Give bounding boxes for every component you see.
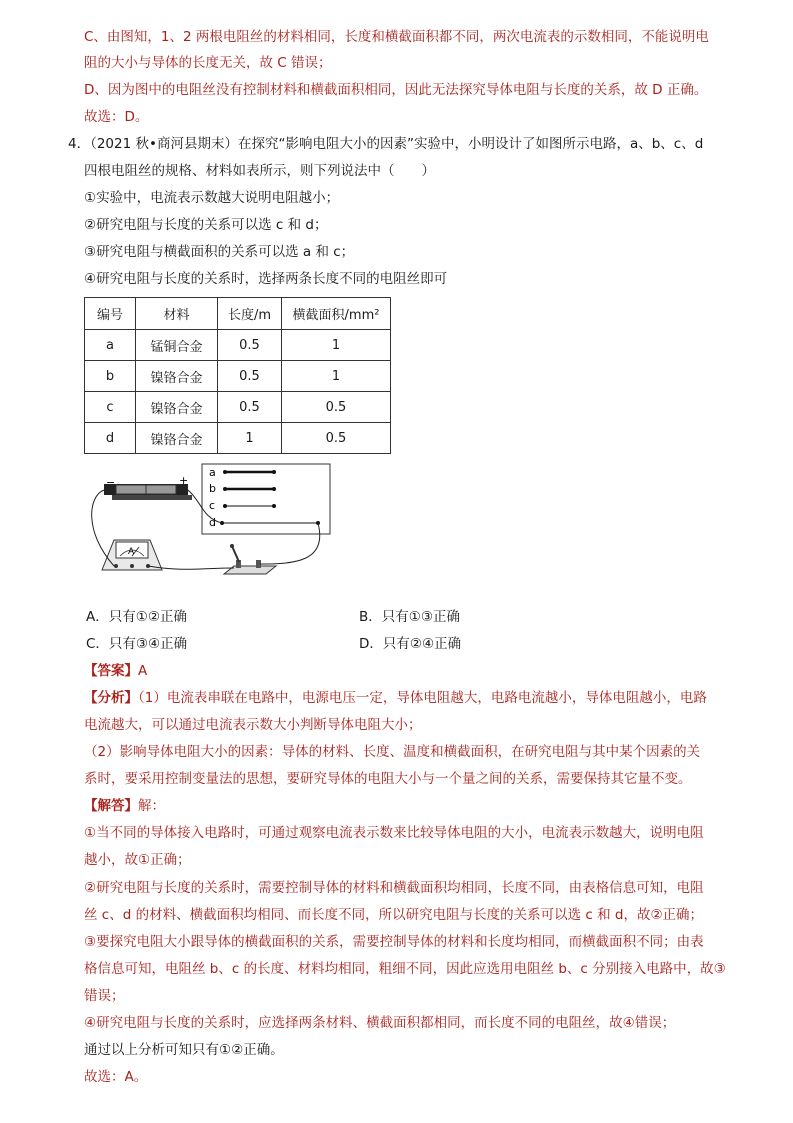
table-cell: 锰铜合金 bbox=[136, 330, 218, 361]
solution-line: ④研究电阻与长度的关系时，应选择两条材料、横截面积都相同，而长度不同的电阻丝，故④错误； bbox=[84, 1015, 676, 1031]
analysis-text: （1）电流表串联在电路中，电源电压一定，导体电阻越大，电路电流越小，导体电阻越小，电路 bbox=[138, 690, 707, 706]
question-number: 4． bbox=[68, 136, 91, 152]
prev-choice: 故选：D。 bbox=[84, 109, 149, 125]
solution-line: ①当不同的导体接入电路时，可通过观察电流表示数来比较导体电阻的大小，电流表示数越大，说明电阻 bbox=[84, 825, 704, 841]
table-row bbox=[85, 423, 391, 454]
answer-value: A bbox=[138, 663, 148, 679]
table-header-cell: 长度/m bbox=[218, 298, 282, 330]
table-cell: 0.5 bbox=[218, 392, 282, 423]
solution-line: 丝 c、d 的材料、横截面积均相同、而长度不同，所以研究电阻与长度的关系可以选 c 和 d，故②正确； bbox=[84, 907, 704, 923]
solution-header bbox=[84, 796, 165, 816]
solution-line: 越小，故①正确； bbox=[84, 852, 191, 868]
switch-icon bbox=[224, 544, 276, 574]
table-cell: 0.5 bbox=[218, 361, 282, 392]
solution-choice: 故选：A。 bbox=[84, 1069, 148, 1085]
analysis-line4: 系时，要采用控制变量法的思想，要研究导体的电阻大小与一个量之间的关系，需要保持其它量不变。 bbox=[84, 771, 692, 787]
question-stem-text: （2021 秋•商河县期末）在探究“影响电阻大小的因素”实验中，小明设计了如图所示电路，a、b、c、d bbox=[90, 136, 704, 152]
table-cell: a bbox=[85, 330, 136, 361]
table-cell: 镍铬合金 bbox=[136, 361, 218, 392]
table-cell: c bbox=[85, 392, 136, 423]
table-cell: 镍铬合金 bbox=[136, 423, 218, 454]
statement-4: ④研究电阻与长度的关系时，选择两条长度不同的电阻丝即可 bbox=[84, 271, 448, 287]
table-cell: d bbox=[85, 423, 136, 454]
wire-label-d: d bbox=[209, 516, 216, 529]
table-cell: 0.5 bbox=[282, 392, 391, 423]
ammeter-label: A bbox=[128, 547, 135, 557]
wire-label-b: b bbox=[209, 482, 216, 495]
solution-line: 格信息可知，电阻丝 b、c 的长度、材料均相同，粗细不同，因此应选用电阻丝 b、c 分别接入电路中，故③ bbox=[84, 961, 726, 977]
question-stem-line2: 四根电阻丝的规格、材料如表所示，则下列说法中（ ） bbox=[84, 163, 435, 179]
option-a: A．只有①②正确 bbox=[86, 609, 187, 625]
prev-option-c-line1: C、由图知，1、2 两根电阻丝的材料相同，长度和横截面积都不同，两次电流表的示数相同，不能说明电 bbox=[84, 29, 709, 45]
table-header-row bbox=[85, 298, 391, 330]
table-cell: 镍铬合金 bbox=[136, 392, 218, 423]
solution-intro: 解： bbox=[138, 798, 165, 814]
question-stem-line1 bbox=[68, 134, 703, 154]
option-c: C．只有③④正确 bbox=[86, 636, 188, 652]
battery-plus-label: + bbox=[179, 474, 189, 487]
answer-label: 【答案】 bbox=[84, 663, 138, 679]
table-header-cell: 横截面积/mm² bbox=[282, 298, 391, 330]
analysis-line2: 电流越大，可以通过电流表示数大小判断导体电阻大小； bbox=[84, 717, 422, 733]
table-cell: b bbox=[85, 361, 136, 392]
prev-option-c-line2: 阻的大小与导体的长度无关，故 C 错误； bbox=[84, 55, 332, 71]
table-row bbox=[85, 330, 391, 361]
table-cell: 0.5 bbox=[218, 330, 282, 361]
solution-conclusion: 通过以上分析可知只有①②正确。 bbox=[84, 1042, 284, 1058]
answer-line bbox=[84, 661, 147, 681]
solution-line: 错误； bbox=[84, 988, 125, 1004]
statement-2: ②研究电阻与长度的关系可以选 c 和 d； bbox=[84, 217, 328, 233]
analysis-line1 bbox=[84, 688, 707, 708]
table-header-cell: 编号 bbox=[85, 298, 136, 330]
solution-line: ③要探究电阻大小跟导体的横截面积的关系，需要控制导体的材料和长度均相同，而横截面积不同；由表 bbox=[84, 934, 704, 950]
table-row bbox=[85, 392, 391, 423]
analysis-label: 【分析】 bbox=[84, 690, 138, 706]
wire-label-a: a bbox=[209, 466, 216, 479]
table-cell: 1 bbox=[282, 330, 391, 361]
table-cell: 0.5 bbox=[282, 423, 391, 454]
statement-3: ③研究电阻与横截面积的关系可以选 a 和 c； bbox=[84, 244, 355, 260]
circuit-diagram bbox=[84, 462, 334, 582]
statement-1: ①实验中，电流表示数越大说明电阻越小； bbox=[84, 190, 340, 206]
option-d: D．只有②④正确 bbox=[359, 636, 462, 652]
prev-option-d: D、因为图中的电阻丝没有控制材料和横截面积相同，因此无法探究导体电阻与长度的关系，故 D 正确。 bbox=[84, 82, 708, 98]
table-row bbox=[85, 361, 391, 392]
table-cell: 1 bbox=[218, 423, 282, 454]
solution-label: 【解答】 bbox=[84, 798, 138, 814]
table-header-cell: 材料 bbox=[136, 298, 218, 330]
table-cell: 1 bbox=[282, 361, 391, 392]
solution-line: ②研究电阻与长度的关系时，需要控制导体的材料和横截面积均相同，长度不同，由表格信息可知，电阻 bbox=[84, 880, 704, 896]
battery-minus-label: − bbox=[106, 476, 116, 489]
wire-label-c: c bbox=[209, 499, 216, 512]
resistor-spec-table bbox=[84, 297, 391, 454]
analysis-line3: （2）影响导体电阻大小的因素：导体的材料、长度、温度和横截面积，在研究电阻与其中某个因素的关 bbox=[84, 744, 701, 760]
option-b: B．只有①③正确 bbox=[359, 609, 460, 625]
